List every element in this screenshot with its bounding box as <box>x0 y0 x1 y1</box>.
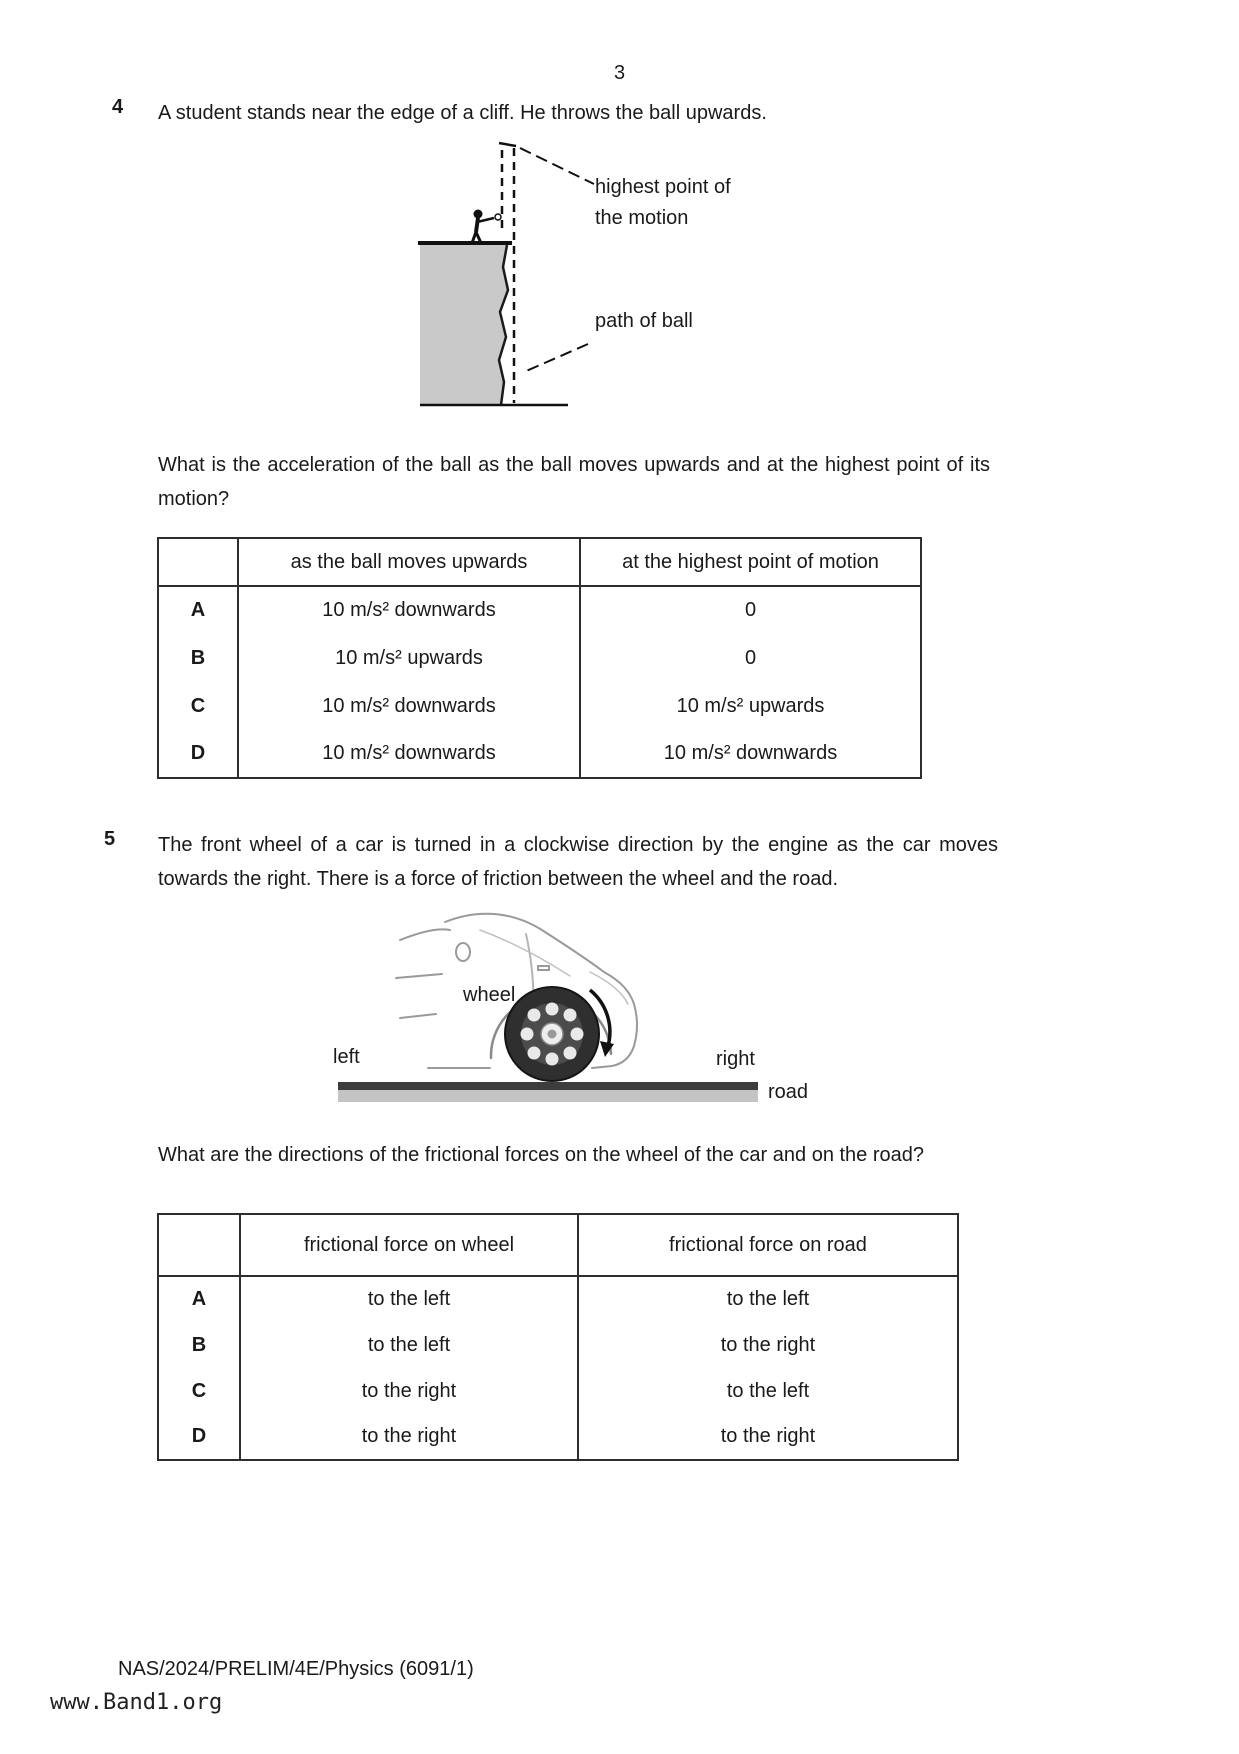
ball-path-apex <box>499 143 516 146</box>
paper-code: NAS/2024/PRELIM/4E/Physics (6091/1) <box>118 1658 474 1680</box>
option-a-upwards-value: 10 m/s² downwards <box>238 586 580 634</box>
table-header-row <box>158 538 921 586</box>
option-d-wheel-value: to the right <box>240 1414 578 1460</box>
option-letter: D <box>158 1414 240 1460</box>
option-c-road-value: to the left <box>578 1368 958 1414</box>
path-of-ball-label: path of ball <box>595 310 693 332</box>
question-4-number: 4 <box>112 96 124 118</box>
upwards-column-header: as the ball moves upwards <box>238 538 580 586</box>
option-letter: D <box>158 730 238 778</box>
question-5-answer-table <box>157 1213 959 1461</box>
car-diagram <box>330 900 850 1112</box>
wheel-label: wheel <box>463 984 516 1006</box>
table-row-option-a <box>158 586 921 634</box>
option-letter: A <box>158 1276 240 1322</box>
cliff-diagram <box>340 132 840 422</box>
wheel <box>505 987 599 1081</box>
table-row-option-b <box>158 634 921 682</box>
question-4-answer-table <box>157 537 922 779</box>
option-a-road-value: to the left <box>578 1276 958 1322</box>
option-d-upwards-value: 10 m/s² downwards <box>238 730 580 778</box>
option-letter: B <box>158 1322 240 1368</box>
table-header-row <box>158 1214 958 1276</box>
right-label: right <box>716 1048 755 1070</box>
option-d-highest-value: 10 m/s² downwards <box>580 730 921 778</box>
option-c-wheel-value: to the right <box>240 1368 578 1414</box>
side-mirror <box>456 943 470 961</box>
table-row-option-a <box>158 1276 958 1322</box>
wheel-column-header: frictional force on wheel <box>240 1214 578 1276</box>
highest-point-label <box>595 176 731 230</box>
student-figure <box>472 210 501 244</box>
left-label: left <box>333 1046 360 1068</box>
question-4-question-text: What is the acceleration of the ball as the ball moves upwards and at the highest point of its motion? <box>158 454 990 511</box>
page-number: 3 <box>613 62 626 84</box>
ball <box>495 214 501 220</box>
cliff-rock <box>420 245 508 405</box>
table-row-option-b <box>158 1322 958 1368</box>
highest-point-label-line1: highest point of <box>595 176 731 198</box>
table-row-option-c <box>158 1368 958 1414</box>
option-letter: B <box>158 634 238 682</box>
road-base <box>338 1090 758 1102</box>
road-surface <box>338 1082 758 1090</box>
option-b-road-value: to the right <box>578 1322 958 1368</box>
option-b-wheel-value: to the left <box>240 1322 578 1368</box>
question-5-stem: The front wheel of a car is turned in a clockwise direction by the engine as the car moves towards the right. There is a force of friction between the wheel and the road. <box>158 834 998 891</box>
table-row-option-d <box>158 1414 958 1460</box>
option-letter: C <box>158 682 238 730</box>
option-c-highest-value: 10 m/s² upwards <box>580 682 921 730</box>
option-a-highest-value: 0 <box>580 586 921 634</box>
option-c-upwards-value: 10 m/s² downwards <box>238 682 580 730</box>
highest-column-header: at the highest point of motion <box>580 538 921 586</box>
question-5-question-text: What are the directions of the frictional forces on the wheel of the car and on the road? <box>158 1144 925 1166</box>
table-row-option-c <box>158 682 921 730</box>
option-b-upwards-value: 10 m/s² upwards <box>238 634 580 682</box>
option-d-road-value: to the right <box>578 1414 958 1460</box>
cliff-diagram-drawing <box>340 132 840 422</box>
table-row-option-d <box>158 730 921 778</box>
road-label: road <box>768 1081 809 1103</box>
road-column-header: frictional force on road <box>578 1214 958 1276</box>
highest-point-leader-line <box>520 148 594 184</box>
question-5-number: 5 <box>104 828 116 850</box>
path-of-ball-leader-line <box>524 344 588 372</box>
door-handle <box>538 966 549 970</box>
option-b-highest-value: 0 <box>580 634 921 682</box>
option-column-header <box>158 538 238 586</box>
option-letter: C <box>158 1368 240 1414</box>
site-watermark: www.Band1.org <box>50 1690 223 1715</box>
option-a-wheel-value: to the left <box>240 1276 578 1322</box>
highest-point-label-line2: the motion <box>595 207 689 229</box>
option-letter: A <box>158 586 238 634</box>
question-4-stem: A student stands near the edge of a cliff. He throws the ball upwards. <box>158 102 767 124</box>
option-column-header <box>158 1214 240 1276</box>
